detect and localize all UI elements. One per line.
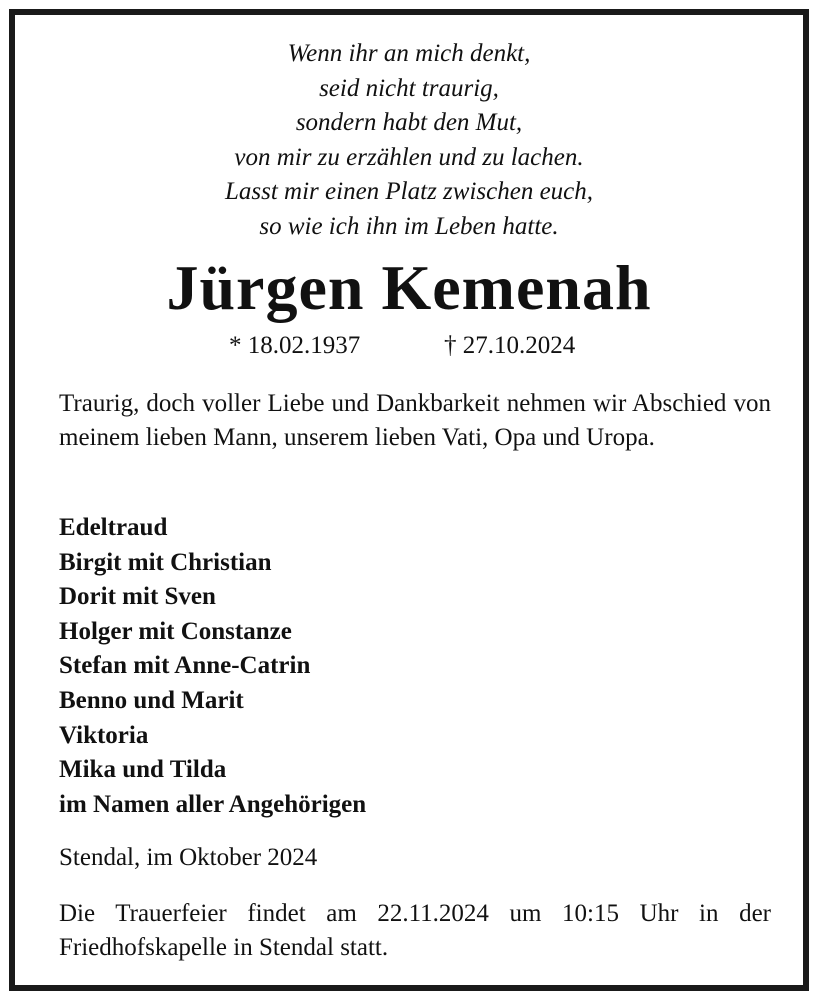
obituary-frame: [9, 9, 809, 991]
poem-line: so wie ich ihn im Leben hatte.: [259, 212, 559, 240]
mourners-list: [59, 511, 366, 822]
mourner-name: Holger mit Constanze: [59, 617, 292, 645]
farewell-text: Traurig, doch voller Liebe und Dankbarkeit nehmen wir Abschied von meinem lieben Mann, unserem lieben Vati, Opa und Uropa.: [59, 390, 771, 451]
mourner-name: Stefan mit Anne-Catrin: [59, 652, 311, 680]
deceased-name: Jürgen Kemenah: [166, 252, 652, 323]
poem-line: Wenn ihr an mich denkt,: [287, 40, 531, 67]
poem: [15, 37, 803, 244]
mourner-name: im Namen aller Angehörigen: [59, 790, 367, 818]
place-and-date: Stendal, im Oktober 2024: [59, 844, 318, 871]
poem-line: von mir zu erzählen und zu lachen.: [234, 143, 584, 171]
mourner-name: Mika und Tilda: [59, 756, 227, 784]
mourner-name: Birgit mit Christian: [59, 548, 272, 576]
birth-date: * 18.02.1937: [229, 332, 361, 359]
poem-line: seid nicht traurig,: [319, 74, 499, 102]
death-date: † 27.10.2024: [444, 332, 576, 359]
mourner-name: Benno und Marit: [59, 686, 244, 714]
funeral-notice: Die Trauerfeier findet am 22.11.2024 um 10:15 Uhr in der Friedhofskapelle in Stendal statt.: [59, 900, 771, 961]
mourner-name: Dorit mit Sven: [59, 583, 216, 611]
poem-line: Lasst mir einen Platz zwischen euch,: [224, 178, 594, 205]
mourner-name: Edeltraud: [59, 514, 168, 541]
poem-line: sondern habt den Mut,: [295, 109, 523, 136]
mourner-name: Viktoria: [59, 721, 149, 749]
